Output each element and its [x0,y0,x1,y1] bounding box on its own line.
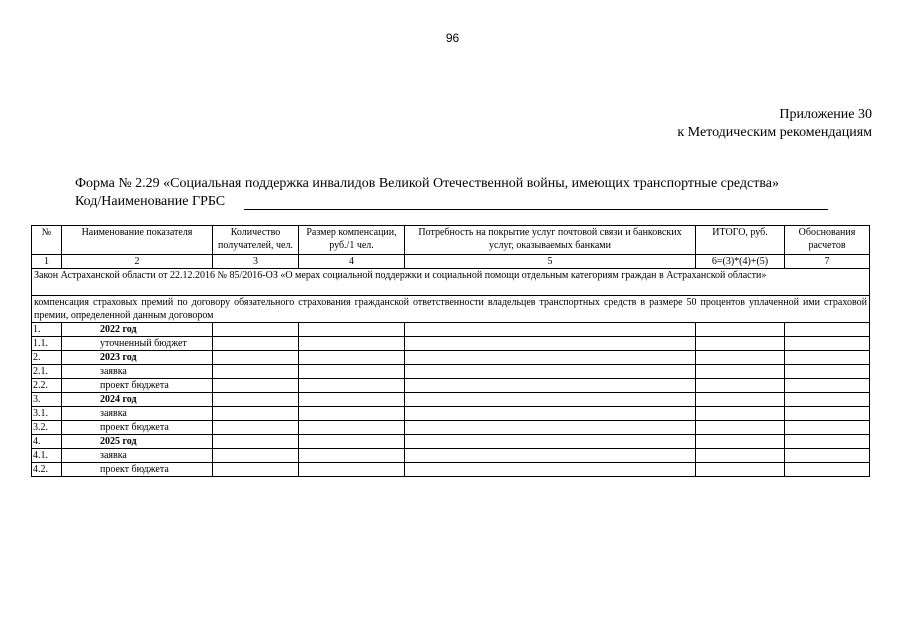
empty-cell [405,393,696,407]
empty-cell [405,379,696,393]
empty-cell [299,323,405,337]
empty-cell [213,449,299,463]
empty-cell [213,379,299,393]
header-cell: Потребность на покрытие услуг почтовой связи и банковских услуг, оказываемых банками [405,226,696,255]
empty-cell [785,393,870,407]
empty-cell [696,365,785,379]
empty-cell [785,379,870,393]
header-cell: Размер компенсации, руб./1 чел. [299,226,405,255]
empty-cell [696,463,785,477]
law-text: Закон Астраханской области от 22.12.2016 № 85/2016-ОЗ «О мерах социальной поддержки и социальной помощи отдельным категориям граждан в Астраханской области» [32,269,870,296]
empty-cell [299,449,405,463]
row-number: 3.2. [32,421,62,435]
empty-cell [299,393,405,407]
row-number: 2.2. [32,379,62,393]
table-row [32,435,870,449]
empty-cell [696,351,785,365]
empty-cell [405,463,696,477]
empty-cell [696,449,785,463]
column-number: 7 [785,255,870,269]
empty-cell [299,337,405,351]
column-number: 5 [405,255,696,269]
row-number: 3. [32,393,62,407]
empty-cell [213,435,299,449]
empty-cell [785,421,870,435]
empty-cell [696,323,785,337]
row-name: 2024 год [62,393,213,407]
header-cell: ИТОГО, руб. [696,226,785,255]
empty-cell [405,407,696,421]
row-name: 2022 год [62,323,213,337]
appendix-line-1: Приложение 30 [779,107,872,122]
empty-cell [405,351,696,365]
empty-cell [696,435,785,449]
table-body [32,226,870,477]
table-row [32,463,870,477]
empty-cell [299,407,405,421]
empty-cell [785,435,870,449]
empty-cell [299,365,405,379]
row-name: уточненный бюджет [62,337,213,351]
row-number: 4.2. [32,463,62,477]
empty-cell [785,407,870,421]
table-row [32,323,870,337]
empty-cell [405,421,696,435]
table-row [32,351,870,365]
table-header-row [32,226,870,255]
row-number: 1. [32,323,62,337]
column-number: 6=(3)*(4)+(5) [696,255,785,269]
column-number: 2 [62,255,213,269]
page-number: 96 [445,31,460,45]
header-cell: Количество получателей, чел. [213,226,299,255]
row-number: 4.1. [32,449,62,463]
form-title: Форма № 2.29 «Социальная поддержка инвалидов Великой Отечественной войны, имеющих транспортные средства» [75,176,779,191]
empty-cell [213,393,299,407]
table-row [32,449,870,463]
table-row [32,393,870,407]
header-cell: Наименование показателя [62,226,213,255]
row-name: проект бюджета [62,463,213,477]
row-number: 2.1. [32,365,62,379]
table-row [32,337,870,351]
grbs-fill-line [244,209,828,210]
row-name: 2023 год [62,351,213,365]
empty-cell [213,323,299,337]
empty-cell [696,337,785,351]
row-name: проект бюджета [62,379,213,393]
header-cell: № [32,226,62,255]
empty-cell [405,323,696,337]
empty-cell [299,463,405,477]
column-number-row [32,255,870,269]
empty-cell [405,337,696,351]
empty-cell [405,449,696,463]
empty-cell [696,421,785,435]
row-name: заявка [62,449,213,463]
empty-cell [785,337,870,351]
empty-cell [213,421,299,435]
row-number: 3.1. [32,407,62,421]
compensation-text: компенсация страховых премий по договору обязательного страхования гражданской ответственности владельцев транспортных средств в размере 50 процентов уплаченной ими страховой премии, определенной данным договором [32,296,870,323]
empty-cell [696,393,785,407]
empty-cell [785,463,870,477]
row-number: 2. [32,351,62,365]
empty-cell [299,351,405,365]
empty-cell [785,323,870,337]
row-name: 2025 год [62,435,213,449]
empty-cell [299,435,405,449]
empty-cell [696,379,785,393]
row-name: заявка [62,407,213,421]
table-row [32,379,870,393]
row-number: 4. [32,435,62,449]
empty-cell [785,365,870,379]
table-row [32,421,870,435]
column-number: 3 [213,255,299,269]
header-cell: Обоснования расчетов [785,226,870,255]
empty-cell [299,421,405,435]
empty-cell [213,365,299,379]
compensation-row [32,296,870,323]
empty-cell [405,365,696,379]
grbs-label: Код/Наименование ГРБС [75,194,226,209]
empty-cell [785,449,870,463]
empty-cell [785,351,870,365]
appendix-block [677,106,872,142]
indicator-table [31,225,870,477]
empty-cell [696,407,785,421]
empty-cell [405,435,696,449]
empty-cell [213,337,299,351]
column-number: 4 [299,255,405,269]
law-row [32,269,870,296]
table-row [32,365,870,379]
appendix-line-2: к Методическим рекомендациям [677,125,872,140]
empty-cell [299,379,405,393]
empty-cell [213,407,299,421]
column-number: 1 [32,255,62,269]
row-name: заявка [62,365,213,379]
empty-cell [213,351,299,365]
row-name: проект бюджета [62,421,213,435]
row-number: 1.1. [32,337,62,351]
empty-cell [213,463,299,477]
table-row [32,407,870,421]
